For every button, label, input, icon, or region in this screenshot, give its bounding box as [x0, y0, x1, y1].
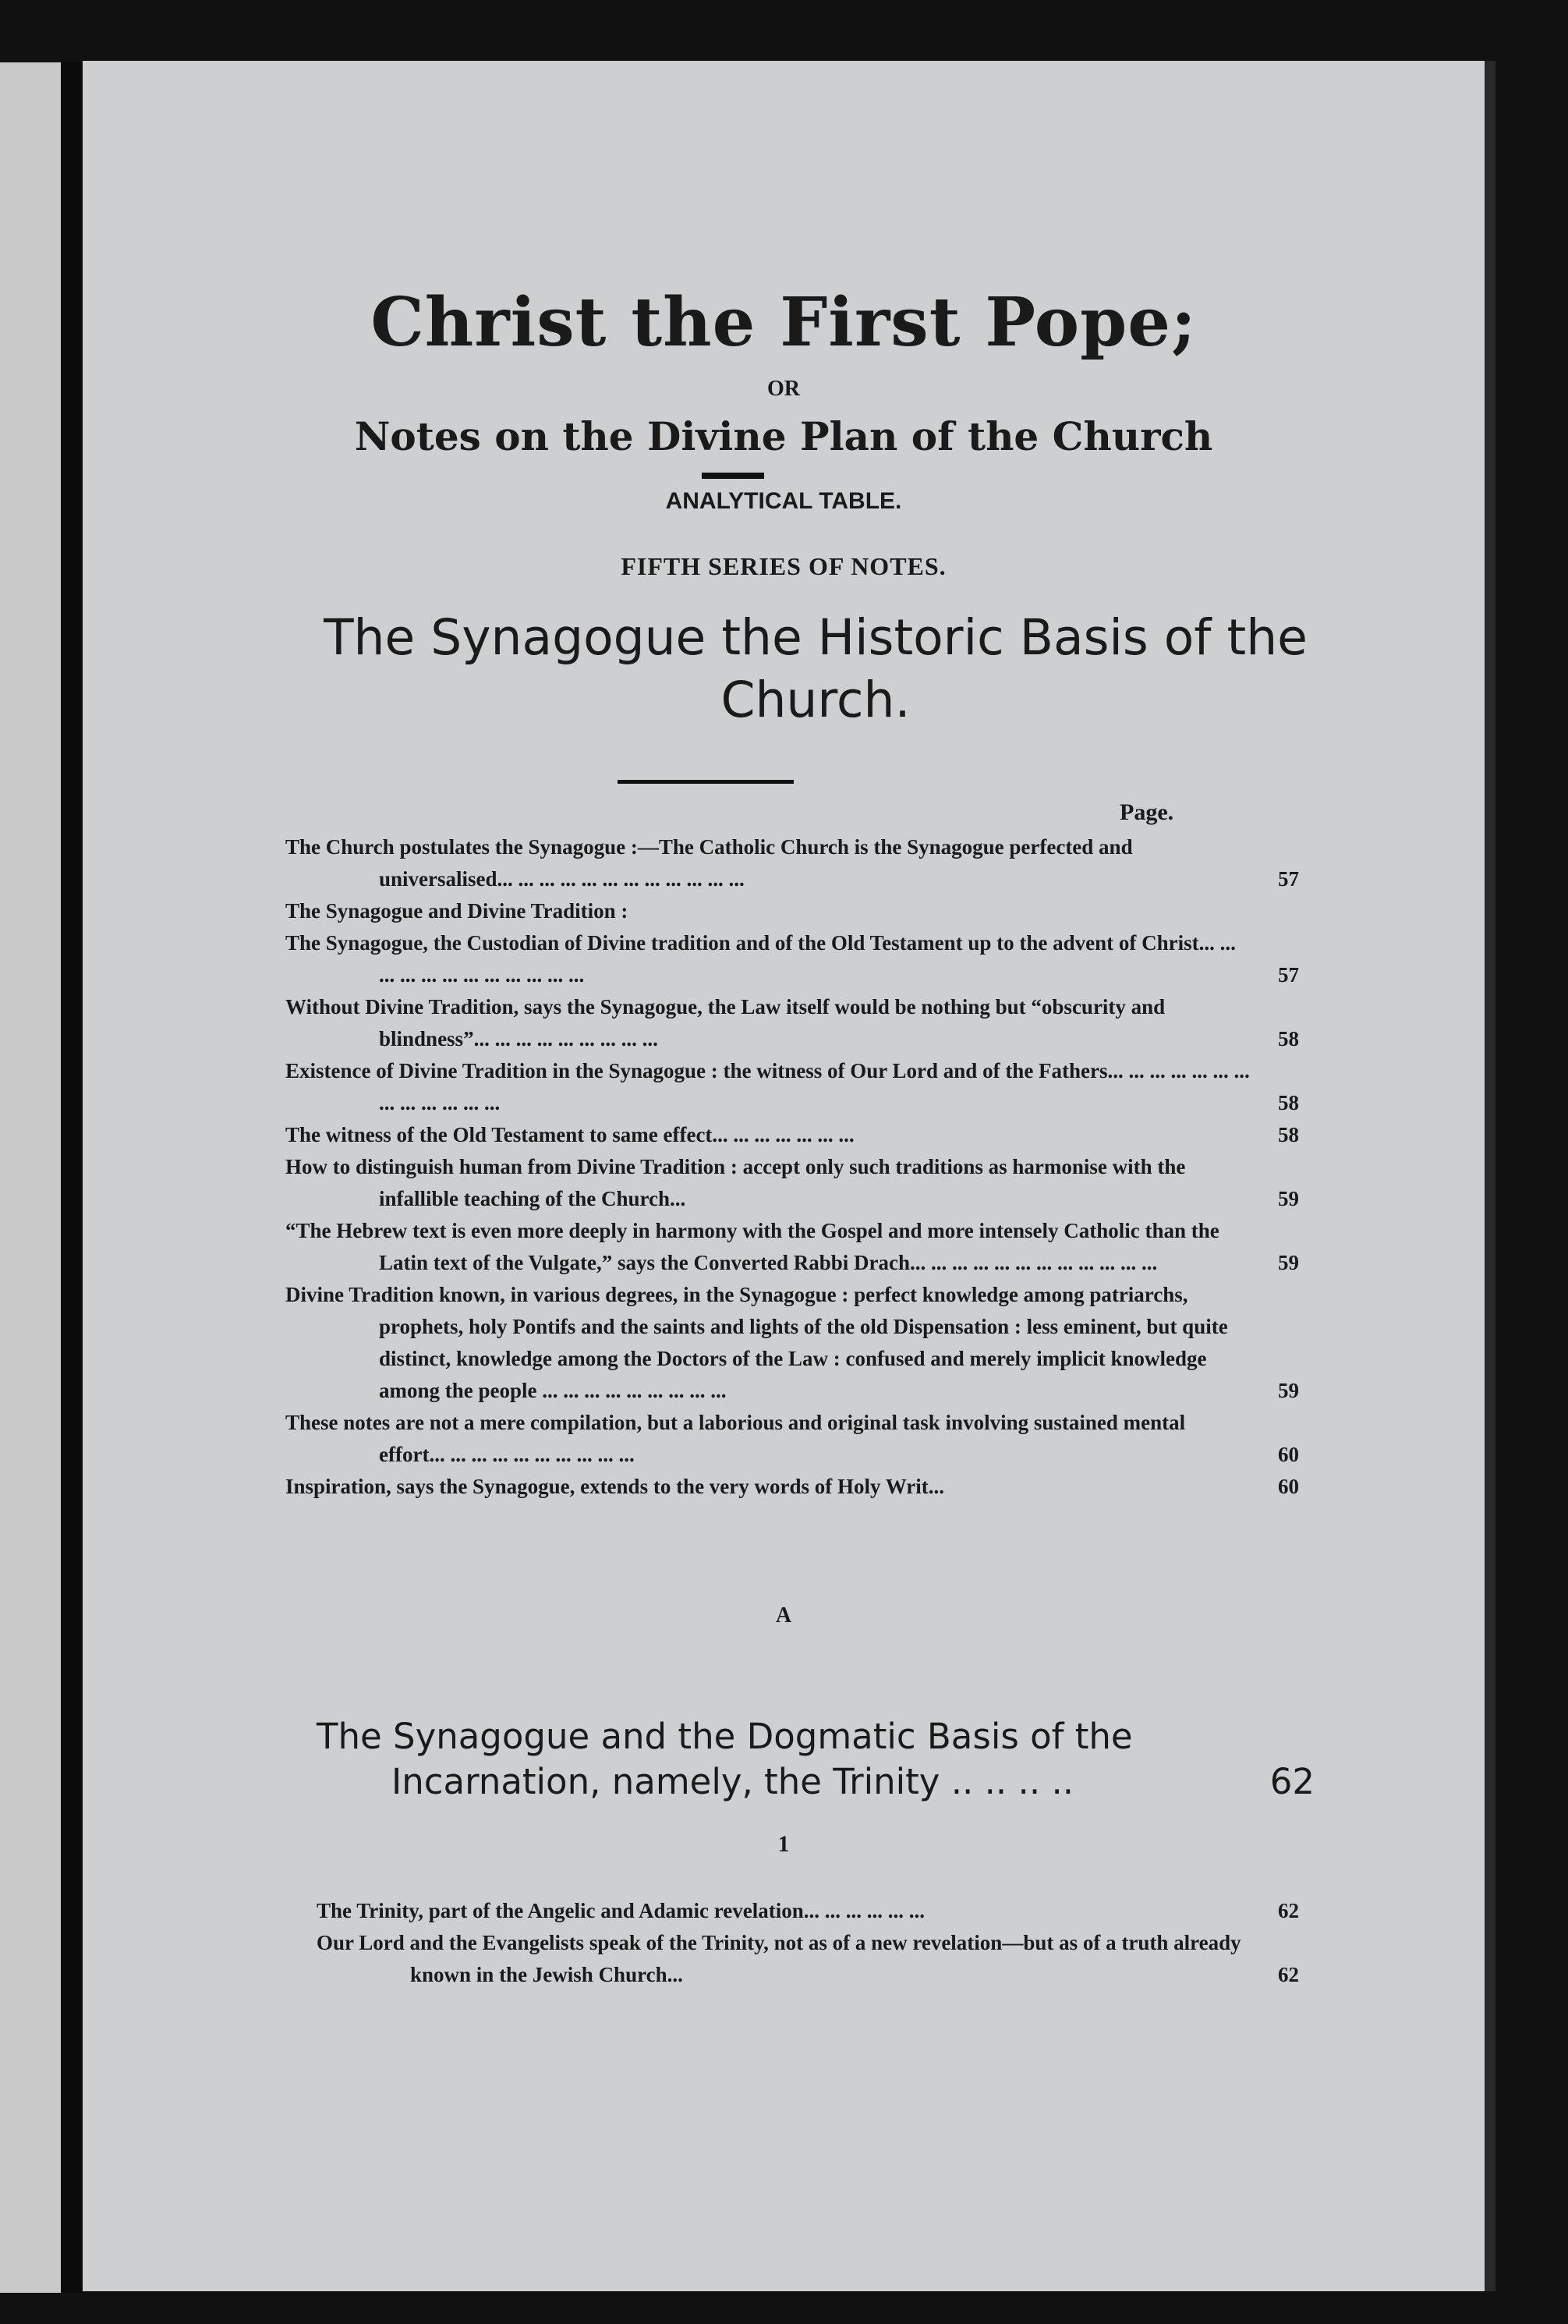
entry-page: 60 — [1278, 1443, 1299, 1466]
contents-entry — [317, 1895, 1299, 1927]
series-label: FIFTH SERIES OF NOTES. — [621, 552, 947, 580]
entry-page: 59 — [1278, 1187, 1299, 1210]
entry-page: 60 — [1278, 1475, 1299, 1498]
contents-entry — [285, 991, 1299, 1055]
document-page — [83, 61, 1485, 2291]
contents-list — [285, 831, 1299, 1503]
entry-text: Divine Tradition known, in various degrees, in the Synagogue : perfect knowledge among patriarchs, prophets, holy Pontifs and the saints and lights of the old Dispensation : less eminent, but quite distinct, knowledge among the Doctors of the Law : confused and merely implicit knowledge among the people ... ... ... ... ... ... ... ... ... — [285, 1283, 1228, 1402]
entry-text: How to distinguish human from Divine Tradition : accept only such traditions as harmonise with the infallible teaching of the Church... — [285, 1155, 1186, 1210]
entry-text: The Trinity, part of the Angelic and Adamic revelation... ... ... ... ... ... — [317, 1899, 926, 1922]
entry-page: 58 — [1278, 1027, 1299, 1050]
title-rule — [702, 473, 764, 479]
section-rule — [618, 780, 794, 784]
entry-page: 58 — [1278, 1091, 1299, 1114]
contents-entry — [285, 1151, 1299, 1215]
entry-page: 57 — [1278, 963, 1299, 987]
entry-text: Existence of Divine Tradition in the Synagogue : the witness of Our Lord and of the Fathers... ... ... ... ... ... ... ... ... ... ... ... ... — [285, 1059, 1250, 1114]
contents-entry — [285, 1279, 1299, 1407]
entry-page: 57 — [1278, 867, 1299, 891]
scan-binding-shadow — [61, 62, 83, 2293]
entry-page: 62 — [1278, 1899, 1299, 1922]
contents-entry — [285, 1055, 1299, 1119]
entry-text: Without Divine Tradition, says the Synagogue, the Law itself would be nothing but “obscurity and blindness”... ... ... ... ... ... ... ... ... — [285, 995, 1166, 1050]
part-page: 62 — [1269, 1761, 1315, 1802]
entry-text: “The Hebrew text is even more deeply in harmony with the Gospel and more intensely Catholic than the Latin text of the Vulgate,” says the Converted Rabbi Drach... ... ... ... ... ... ... ... ... ... ... ... — [285, 1219, 1219, 1274]
part-title — [317, 1714, 1315, 1805]
contents-entry — [285, 1407, 1299, 1471]
scan-page-edge-right — [1485, 61, 1495, 2291]
book-title: Christ the First Pope; — [370, 283, 1197, 362]
book-subtitle: Notes on the Divine Plan of the Church — [354, 413, 1213, 459]
entry-text: These notes are not a mere compilation, but a laborious and original task involving sustained mental effort... ... ... ... ... ... ... ... ... ... — [285, 1411, 1186, 1466]
contents-entry — [285, 895, 1299, 927]
contents-entry — [285, 1215, 1299, 1279]
scan-margin-left — [0, 62, 61, 2293]
section-title: The Synagogue the Historic Basis of the Church. — [324, 609, 1308, 728]
entry-page: 59 — [1278, 1251, 1299, 1274]
entry-text: Our Lord and the Evangelists speak of the Trinity, not as of a new revelation—but as of a truth already known in the Jewish Church... — [317, 1931, 1241, 1986]
contents-entry — [285, 1471, 1299, 1503]
contents-entry — [285, 927, 1299, 991]
part-title-line-2 — [317, 1759, 1315, 1805]
entry-page: 62 — [1278, 1963, 1299, 1986]
contents-entry — [285, 831, 1299, 895]
entry-page: 58 — [1278, 1123, 1299, 1146]
part-title-line-2-text: Incarnation, namely, the Trinity .. .. .. .. — [391, 1761, 1074, 1802]
entry-text: The Synagogue, the Custodian of Divine tradition and of the Old Testament up to the advent of Christ... ... ... ... ... ... ... ... ... ... ... ... — [285, 931, 1236, 987]
part-letter: A — [775, 1603, 792, 1628]
contents-entry — [317, 1927, 1299, 1991]
contents-entry — [285, 1119, 1299, 1151]
entry-text: Inspiration, says the Synagogue, extends to the very words of Holy Writ... — [285, 1475, 945, 1498]
subsection-numeral: 1 — [777, 1831, 790, 1857]
part-title-line-1: The Synagogue and the Dogmatic Basis of the — [317, 1716, 1133, 1757]
or-separator: OR — [767, 377, 800, 401]
entry-text: The Synagogue and Divine Tradition : — [285, 899, 628, 923]
entry-text: The Church postulates the Synagogue :—The Catholic Church is the Synagogue perfected and universalised... ... ... ... ... ... ... ... ... ... ... ... — [285, 835, 1133, 891]
entry-text: The witness of the Old Testament to same effect... ... ... ... ... ... ... — [285, 1123, 855, 1146]
page-column-header: Page. — [1120, 799, 1174, 825]
contents-list-2 — [317, 1895, 1299, 1991]
entry-page: 59 — [1278, 1379, 1299, 1402]
table-label: ANALYTICAL TABLE. — [665, 488, 902, 514]
